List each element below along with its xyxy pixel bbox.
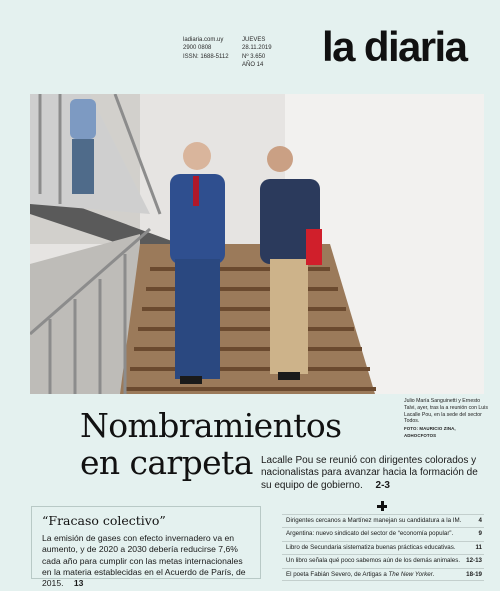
photo-credit: FOTO: MAURICIO ZINA, ADHOCFOTOS	[404, 426, 456, 438]
masthead-contact-info	[183, 36, 229, 61]
website-text: ladiaria.com.uy	[183, 37, 224, 43]
index-item-text	[286, 571, 435, 578]
index-item-text: Dirigentes cercanos a Martínez manejan su candidatura a la IM.	[286, 517, 462, 524]
phone-text: 2900 0808	[183, 45, 212, 52]
plus-icon	[377, 501, 387, 511]
index-item-page: 11	[475, 543, 482, 551]
lead-summary	[261, 455, 489, 492]
index-item[interactable]	[282, 554, 484, 567]
secondary-page-ref: 13	[73, 578, 84, 589]
masthead-issue-info	[242, 36, 272, 70]
secondary-story-box[interactable]	[31, 506, 261, 589]
index-item-page: 9	[478, 530, 482, 538]
weekday-text: JUEVES	[242, 37, 266, 43]
index-item-page: 12-13	[466, 557, 482, 565]
secondary-story-text: La emisión de gases con efecto invernadero va en aumento, y de 2020 a 2030 debería reducirse 7,6% cada año para cumplir con las metas internacionales en la materia establecidas en el Acuerdo de París, de 2015.	[42, 533, 246, 589]
issn-text: ISSN: 1688-5112	[183, 53, 229, 60]
index-item-text: Argentina: nuevo sindicato del sector de “economía popular”.	[286, 530, 454, 538]
front-page-photo	[30, 94, 484, 394]
index-item[interactable]	[282, 541, 484, 554]
date-text: 28.11.2019	[242, 45, 272, 52]
index-item-text: Libro de Secundaria sistematiza buenas prácticas educativas.	[286, 543, 456, 551]
year-text: AÑO 14	[242, 62, 264, 69]
secondary-story-title: “Fracaso colectivo”	[42, 513, 166, 528]
story-index	[282, 514, 484, 581]
newspaper-logo: la diaria	[322, 23, 467, 70]
lead-page-ref: 2-3	[375, 479, 390, 491]
photo-caption	[404, 398, 488, 440]
caption-text: Julio María Sanguinetti y Ernesto Talvi, ayer, tras la a reunión con Luis Lacalle Pou, en la sede del sector Todos.	[404, 398, 488, 425]
staircase-photo-illustration	[30, 94, 484, 394]
index-item[interactable]	[282, 527, 484, 540]
index-item-text-end: .	[432, 570, 435, 578]
headline-line-1: Nombramientos	[80, 406, 342, 445]
issue-number-text: Nº 3.650	[242, 53, 266, 60]
index-item[interactable]	[282, 514, 484, 527]
secondary-story-body	[42, 533, 250, 589]
index-item-magazine-title: The New Yorker	[388, 570, 433, 578]
index-item-text-part: El poeta Fabián Severo, de Artigas a	[286, 570, 389, 578]
index-item-page: 18-19	[466, 570, 482, 578]
headline-line-2: en carpeta	[80, 443, 253, 482]
index-item-text: Un libro señala qué poco sabemos aún de los demás animales.	[286, 557, 461, 565]
index-item-page: 4	[478, 517, 482, 524]
index-item[interactable]	[282, 568, 484, 581]
lead-summary-text: Lacalle Pou se reunió con dirigentes colorados y nacionalistas para avanzar hacia la formación de su equipo de gobierno.	[261, 455, 478, 491]
